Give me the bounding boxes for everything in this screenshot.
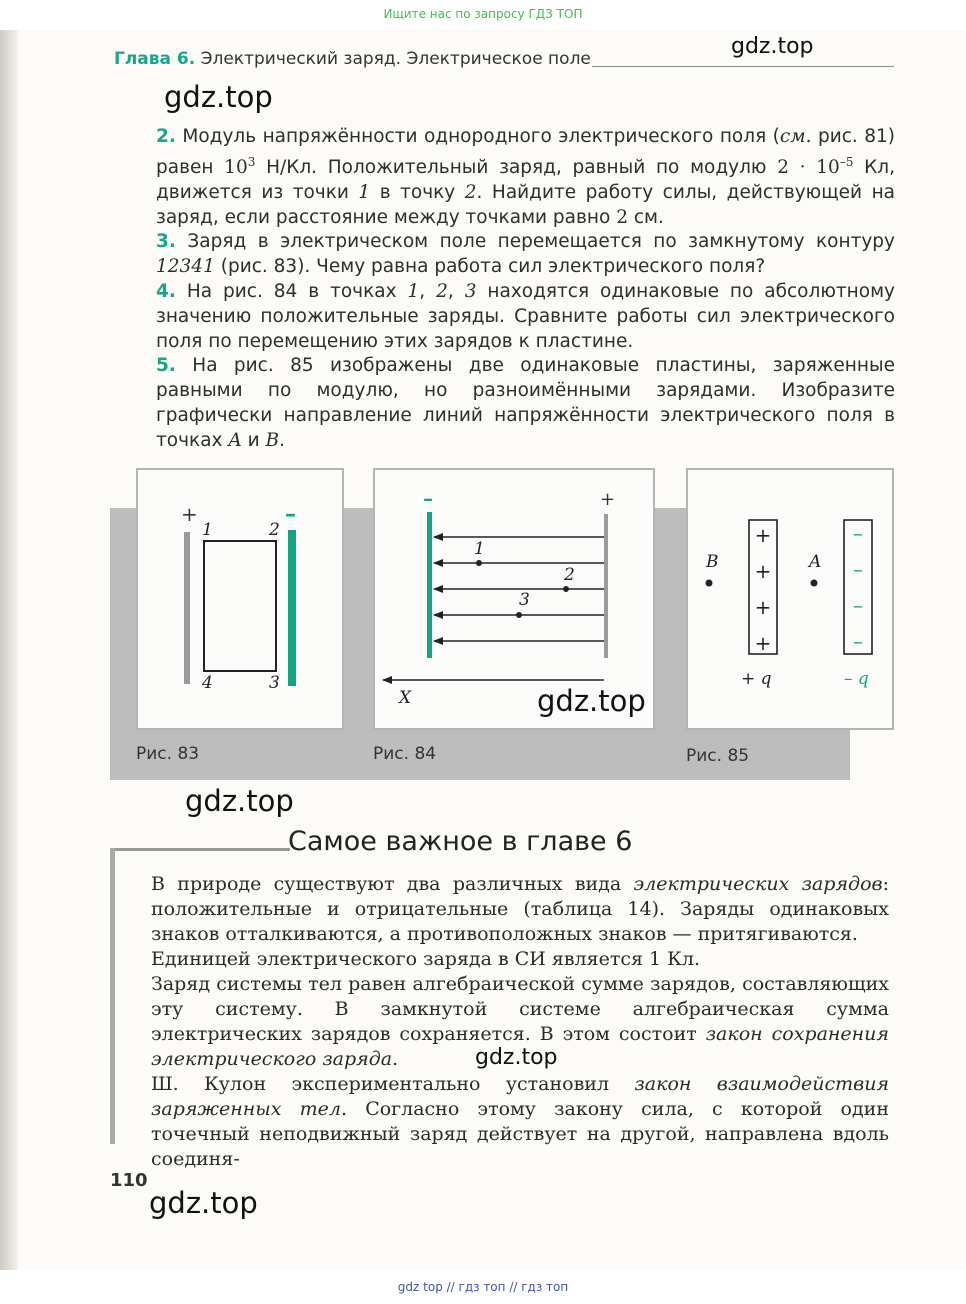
charge-point-1 [476,560,482,566]
text-run: 2 [616,206,628,228]
minus-q-label: – q [844,669,869,689]
chapter-label: Глава 6. [114,49,196,69]
text-run: закон сохранения электрического заряда [151,1023,889,1070]
text-run: 2 · 10 [777,156,840,178]
exercise-number: 4. [156,280,176,302]
page-binding-edge [0,30,18,1270]
plate-minus-sign: – [853,629,863,653]
summary-paragraph [151,947,889,972]
figure-83-caption: Рис. 83 [136,744,200,764]
text-run: 3 [247,154,256,169]
text-run: (рис. 83). Чему равна работа сил электрического поля? [214,256,766,278]
minus-sign: – [285,501,296,527]
point-2-label: 2 [269,520,280,540]
figure-84-caption: Рис. 84 [373,744,437,764]
plate-plus-sign: + [754,559,772,583]
charge-point-2 [563,586,569,592]
text-run: в точку [370,181,465,203]
figure-85 [686,468,894,730]
point-2-label: 2 [564,565,575,585]
exercise-list [156,125,895,454]
text-run: см. [628,206,664,228]
point-1-label: 1 [474,539,485,559]
text-run: . Найдите работу силы, действующей на заряд, если расстояние между точками равно [156,181,895,228]
text-run: , [447,280,465,302]
text-run: 10 [224,156,248,178]
text-run: 3 [464,280,477,302]
text-run: Заряд системы тел равен алгебраической сумме зарядов, составляющих эту систему. В замкнутой системе алгебраическая сумма электрических зарядов сохраняется. В этом состоит [151,973,889,1045]
top-search-note: Ищите нас по запросу ГДЗ ТОП [383,7,583,21]
text-run: –5 [839,154,854,169]
exercise-item [156,125,895,230]
text-run: 1 [358,181,371,203]
text-run: A [228,429,242,451]
text-run: . [392,1048,399,1070]
text-run: Ш. Кулон экспериментально установил [151,1073,635,1095]
text-run: Заряд в электрическом поле перемещается по замкнутому контуру [187,231,896,253]
summary-frame-top [110,848,290,851]
text-run: рис. 81) равен [156,126,895,178]
text-run: На рис. 84 в точках [186,280,408,302]
exercise-item [156,230,895,280]
watermark: gdz.top [164,80,273,114]
text-run: . Согласно этому закону сила, с которой один точечный неподвижный заряд действует на другой, направлена вдоль соединя- [151,1098,889,1170]
text-run: закон взаимодействия заряженных тел [151,1073,890,1120]
text-run: 12341 [156,256,215,278]
plate-plus-sign: + [754,523,772,547]
point-b-label: B [706,552,719,572]
bottom-note: gdz top // гдз топ // гдз топ [397,1280,569,1294]
text-run: Н/Кл. Положительный заряд, равный по модулю [255,156,778,178]
text-run: : положительные и отрицательные (таблица 14). Заряды одинаковых знаков отталкиваются, а противоположных знаков — притягиваются. [151,873,889,945]
text-run: , [419,280,437,302]
figure-85-drawing [688,470,892,728]
summary-frame-left [110,848,115,1144]
text-run: и [241,429,266,451]
charge-point-3 [516,612,522,618]
plate-minus-sign: – [853,593,863,617]
exercise-item [156,354,895,453]
plus-sign: + [181,502,198,526]
positive-plate [604,514,608,658]
watermark: gdz.top [475,1045,558,1070]
watermark: gdz.top [537,684,646,718]
summary-text [151,872,889,1172]
negative-plate [288,530,296,686]
point-4-label: 4 [202,673,213,693]
minus-sign: – [423,486,433,510]
summary-paragraph [151,872,889,947]
text-run: B [265,429,280,451]
plate-plus-sign: + [754,595,772,619]
text-run: На рис. 85 изображены две одинаковые пластины, заряженные равными по модулю, но разноимёнными зарядами. Изобразите графически направление линий напряжённости электрического поля в точках [156,355,895,451]
summary-paragraph [151,1072,889,1172]
point-1-label: 1 [202,520,213,540]
closed-contour [204,541,276,671]
plate-minus-sign: – [853,521,863,545]
exercise-item [156,280,895,354]
point-a [811,580,818,587]
text-run: 1 [407,280,420,302]
watermark: gdz.top [731,34,814,59]
text-run: 2 [436,280,448,302]
figure-83-drawing [138,470,342,728]
watermark: gdz.top [149,1186,258,1220]
figure-83 [136,468,344,730]
figure-85-caption: Рис. 85 [686,746,750,766]
negative-plate [427,512,432,658]
point-a-label: A [809,552,822,572]
chapter-title: Электрический заряд. Электрическое поле [200,49,591,69]
text-run: Кл, движется из точки [156,156,895,203]
point-b [706,580,713,587]
text-run: см. [779,126,812,147]
plate-plus-sign: + [754,631,772,655]
plate-minus-sign: – [853,557,863,581]
point-3-label: 3 [269,673,280,693]
exercise-number: 2. [156,126,176,147]
page-number: 110 [110,1170,148,1191]
plus-q-label: + q [741,669,772,689]
text-run: электрических зарядов [633,873,883,895]
text-run: . [279,429,286,451]
positive-plate [184,532,190,684]
watermark: gdz.top [185,784,294,818]
plus-sign: + [600,489,616,510]
text-run: Единицей электрического заряда в СИ является 1 Кл. [151,948,700,970]
text-run: находятся одинаковые по абсолютному значению положительные заряды. Сравните работы сил электрического поля по перемещению этих зарядов к пластине. [156,280,895,352]
x-axis-label: X [399,688,412,708]
text-run: В природе существуют два различных вида [151,873,634,895]
exercise-number: 3. [156,231,176,253]
text-run: 2 [464,181,477,203]
point-3-label: 3 [519,590,530,610]
summary-title: Самое важное в главе 6 [288,826,633,857]
chapter-header [114,49,591,69]
exercise-number: 5. [156,355,176,377]
header-rule [592,66,894,67]
text-run: Модуль напряжённости однородного электрического поля ( [182,126,780,147]
